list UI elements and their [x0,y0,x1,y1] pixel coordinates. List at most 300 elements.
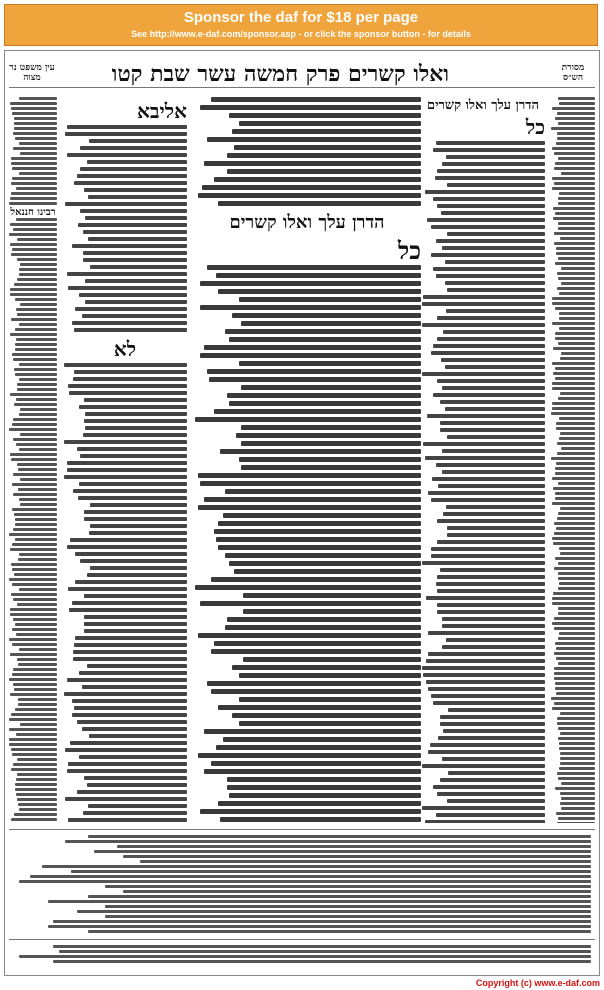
text-line [90,503,187,507]
text-line [9,718,57,721]
text-line [64,440,187,444]
text-line [214,529,421,534]
text-line [67,272,187,276]
text-line [10,197,57,200]
text-line [16,443,57,446]
text-line [234,145,421,150]
text-line [428,491,545,495]
text-line [10,288,57,291]
text-line [18,663,57,666]
text-line [442,470,545,474]
text-line [85,412,187,416]
text-line [558,587,595,590]
text-line [440,715,545,719]
text-line [70,538,187,542]
copyright-text: Copyright (c) www.e-daf.com [475,978,600,988]
text-line [243,657,421,662]
text-line [561,172,595,175]
text-line [11,162,57,165]
text-line [15,783,57,786]
text-line [423,295,545,299]
text-line [15,348,57,351]
text-line [73,657,187,661]
text-line [431,225,545,229]
text-line [223,513,421,518]
text-line [232,313,421,318]
text-line [554,627,595,630]
text-line [552,322,595,325]
text-line [431,351,545,355]
text-line [65,748,187,752]
text-line [239,121,421,126]
text-line [14,368,57,371]
text-line [558,222,595,225]
text-line [16,633,57,636]
text-line [556,142,595,145]
text-line [559,767,595,770]
text-line [10,608,57,611]
text-line [431,253,545,257]
text-line [555,557,595,560]
text-line [557,717,595,720]
text-line [225,489,421,494]
text-line [87,160,187,164]
chapter-end-heading: הדרן עלך ואלו קשרים [229,212,385,233]
text-line [84,615,187,619]
text-line [437,589,545,593]
text-line [556,812,595,815]
text-line [422,372,545,376]
text-line [88,804,187,808]
text-line [216,273,421,278]
text-line [14,283,57,286]
text-line [431,554,545,558]
text-line [433,267,545,271]
text-line [227,153,421,158]
text-line [559,547,595,550]
text-line [19,323,57,326]
text-line [552,407,595,410]
text-line [560,762,595,765]
text-line [239,721,421,726]
text-line [561,447,595,450]
text-line [13,598,57,601]
text-line [11,107,57,110]
text-line [427,218,545,222]
text-line [9,678,57,681]
text-line [559,742,595,745]
text-line [440,428,545,432]
text-line [560,357,595,360]
text-line [68,384,187,388]
text-line [11,593,57,596]
text-line [84,510,187,514]
text-line [555,642,595,645]
sponsor-banner[interactable] [4,4,598,46]
text-line [423,442,545,446]
text-line [10,333,57,336]
text-line [558,277,595,280]
text-line [552,477,595,480]
text-line [15,523,57,526]
text-line [11,458,57,461]
text-line [18,488,57,491]
text-line [448,708,545,712]
text-line [241,441,421,446]
text-line [14,513,57,516]
text-line [13,473,57,476]
text-line [442,449,545,453]
text-line [12,753,57,756]
text-line [428,652,545,656]
ein-mishpat-label: עין משפט נר מצוה [9,63,55,83]
text-line [200,305,421,310]
text-line [12,673,57,676]
text-line [72,699,187,703]
text-line [77,790,187,794]
text-line [117,845,591,848]
text-line [552,502,595,505]
text-line [227,777,421,782]
text-line [436,463,545,467]
text-line [437,204,545,208]
text-line [14,127,57,130]
text-line [17,773,57,776]
text-line [64,363,187,367]
text-line [88,895,591,898]
text-line [241,425,421,430]
text-line [211,689,421,694]
text-line [555,472,595,475]
text-line [204,161,421,166]
text-line [440,568,545,572]
text-line [204,345,421,350]
text-line [433,701,545,705]
notes-rule [9,829,595,830]
text-line [447,183,545,187]
text-line [436,813,545,817]
text-line [78,223,187,227]
text-line [70,741,187,745]
text-line [74,706,187,710]
text-line [554,672,595,675]
text-line [12,508,57,511]
text-line [552,382,595,385]
text-line [551,457,595,460]
text-line [16,187,57,190]
text-line [556,247,595,250]
text-line [105,915,591,918]
text-line [422,302,545,306]
text-line [555,497,595,500]
text-line [433,148,545,152]
text-line [20,433,57,436]
text-line [558,777,595,780]
text-line [207,265,421,270]
text-line [68,818,187,822]
text-line [557,272,595,275]
text-line [561,797,595,800]
text-line [561,267,595,270]
text-line [446,505,545,509]
text-line [437,169,545,173]
text-line [19,448,57,451]
text-line [557,722,595,725]
text-line [554,167,595,170]
gilyon-block [13,945,591,967]
text-line [53,945,591,948]
text-line [12,167,57,170]
text-line [11,318,57,321]
text-line [445,281,545,285]
text-line [555,467,595,470]
text-line [30,875,591,878]
text-line [229,401,421,406]
text-line [557,822,595,823]
text-line [18,803,57,806]
text-line [440,722,545,726]
text-line [554,677,595,680]
text-line [85,426,187,430]
text-line [79,755,187,759]
text-line [16,778,57,781]
text-line [67,461,187,465]
text-line [553,592,595,595]
text-line [87,664,187,668]
sponsor-subtitle[interactable]: See http://www.e-daf.com/sponsor.asp - or click the sponsor button - for details [131,29,471,39]
text-line [48,900,591,903]
text-line [67,153,187,157]
text-line [558,97,595,100]
text-line [552,297,595,300]
text-line [105,885,591,888]
text-line [437,379,545,383]
text-line [11,157,57,160]
dibbur-hamatchil-left-2: לא [113,337,137,361]
text-line [558,397,595,400]
text-line [20,723,57,726]
text-line [445,407,545,411]
text-line [18,698,57,701]
text-line [13,668,57,671]
text-line [239,297,421,302]
text-line [17,383,57,386]
text-line [558,512,595,515]
text-line [552,362,595,365]
text-line [10,548,57,551]
text-line [556,252,595,255]
text-line [77,174,187,178]
text-line [195,417,421,422]
text-line [552,302,595,305]
text-line [437,792,545,796]
text-line [558,817,595,820]
text-line [211,577,421,582]
text-line [59,950,591,953]
text-line [558,737,595,740]
text-line [223,737,421,742]
text-line [65,132,187,136]
text-line [72,713,187,717]
text-line [72,601,187,605]
text-line [10,243,57,246]
text-line [53,960,591,963]
text-line [557,772,595,775]
text-line [72,321,187,325]
text-line [555,367,595,370]
text-line [552,707,595,710]
text-line [422,323,545,327]
text-line [558,257,595,260]
text-line [440,400,545,404]
text-line [17,388,57,391]
text-line [437,603,545,607]
text-line [560,802,595,805]
text-line [445,260,545,264]
text-line [80,167,187,171]
text-line [10,293,57,296]
text-line [441,211,545,215]
text-line [84,419,187,423]
text-line [53,920,591,923]
text-line [20,478,57,481]
text-line [560,507,595,510]
text-line [436,141,545,145]
text-line [229,793,421,798]
text-line [447,799,545,803]
text-line [441,358,545,362]
text-line [83,251,187,255]
text-line [552,622,595,625]
text-line [422,806,545,810]
text-line [232,713,421,718]
margin-column-right [551,97,595,823]
text-line [551,697,595,700]
text-line [15,788,57,791]
text-line [442,386,545,390]
text-line [83,811,187,815]
text-line [16,398,57,401]
text-line [13,418,57,421]
text-line [447,526,545,530]
text-line [14,122,57,125]
text-line [225,625,421,630]
text-line [443,330,545,334]
text-line [555,307,595,310]
text-line [227,393,421,398]
text-line [10,393,57,396]
text-line [559,292,595,295]
text-line [560,237,595,240]
text-line [560,392,595,395]
text-line [437,610,545,614]
text-line [48,925,591,928]
text-line [13,683,57,686]
text-line [554,182,595,185]
text-line [552,147,595,150]
text-line [426,659,545,663]
text-line [436,582,545,586]
text-line [17,758,57,761]
rabbeinu-chananel-heading: רבינו חננאל [10,207,56,218]
text-line [241,465,421,470]
dibbur-hamatchil-left: אליבא [137,99,187,123]
text-line [200,105,421,110]
text-line [243,593,421,598]
text-line [440,778,545,782]
text-line [13,358,57,361]
text-line [559,582,595,585]
text-line [17,278,57,281]
text-line [74,643,187,647]
text-line [559,192,595,195]
text-line [65,202,187,206]
text-line [200,281,421,286]
text-line [68,286,187,290]
talmud-page [4,50,600,976]
text-line [67,678,187,682]
text-line [19,413,57,416]
text-line [19,648,57,651]
text-line [200,481,421,486]
text-line [433,785,545,789]
header-rule [9,87,595,88]
text-line [442,246,545,250]
text-line [19,498,57,501]
text-line [85,279,187,283]
text-line [558,612,595,615]
text-line [437,540,545,544]
text-line [15,373,57,376]
sponsor-title[interactable]: Sponsor the daf for $18 per page [183,9,419,26]
text-line [16,338,57,341]
text-line [11,818,57,821]
text-line [20,408,57,411]
text-line [447,435,545,439]
text-line [435,176,545,180]
text-line [558,662,595,665]
text-line [12,353,57,356]
text-line [554,617,595,620]
text-line [105,905,591,908]
text-line [558,157,595,160]
text-line [560,712,595,715]
text-line [559,417,595,420]
text-line [204,729,421,734]
text-line [560,432,595,435]
text-line [554,232,595,235]
text-line [557,287,595,290]
text-line [16,733,57,736]
text-line [10,453,57,456]
text-line [560,757,595,760]
text-line [18,703,57,706]
text-line [433,344,545,348]
text-line [75,307,187,311]
text-line [553,372,595,375]
text-line [80,454,187,458]
text-line [229,113,421,118]
text-line [88,835,591,838]
text-line [19,955,591,958]
text-line [558,727,595,730]
text-line [446,155,545,159]
text-line [239,697,421,702]
text-line [218,545,421,550]
text-line [214,177,421,182]
text-line [427,414,545,418]
text-line [241,385,421,390]
